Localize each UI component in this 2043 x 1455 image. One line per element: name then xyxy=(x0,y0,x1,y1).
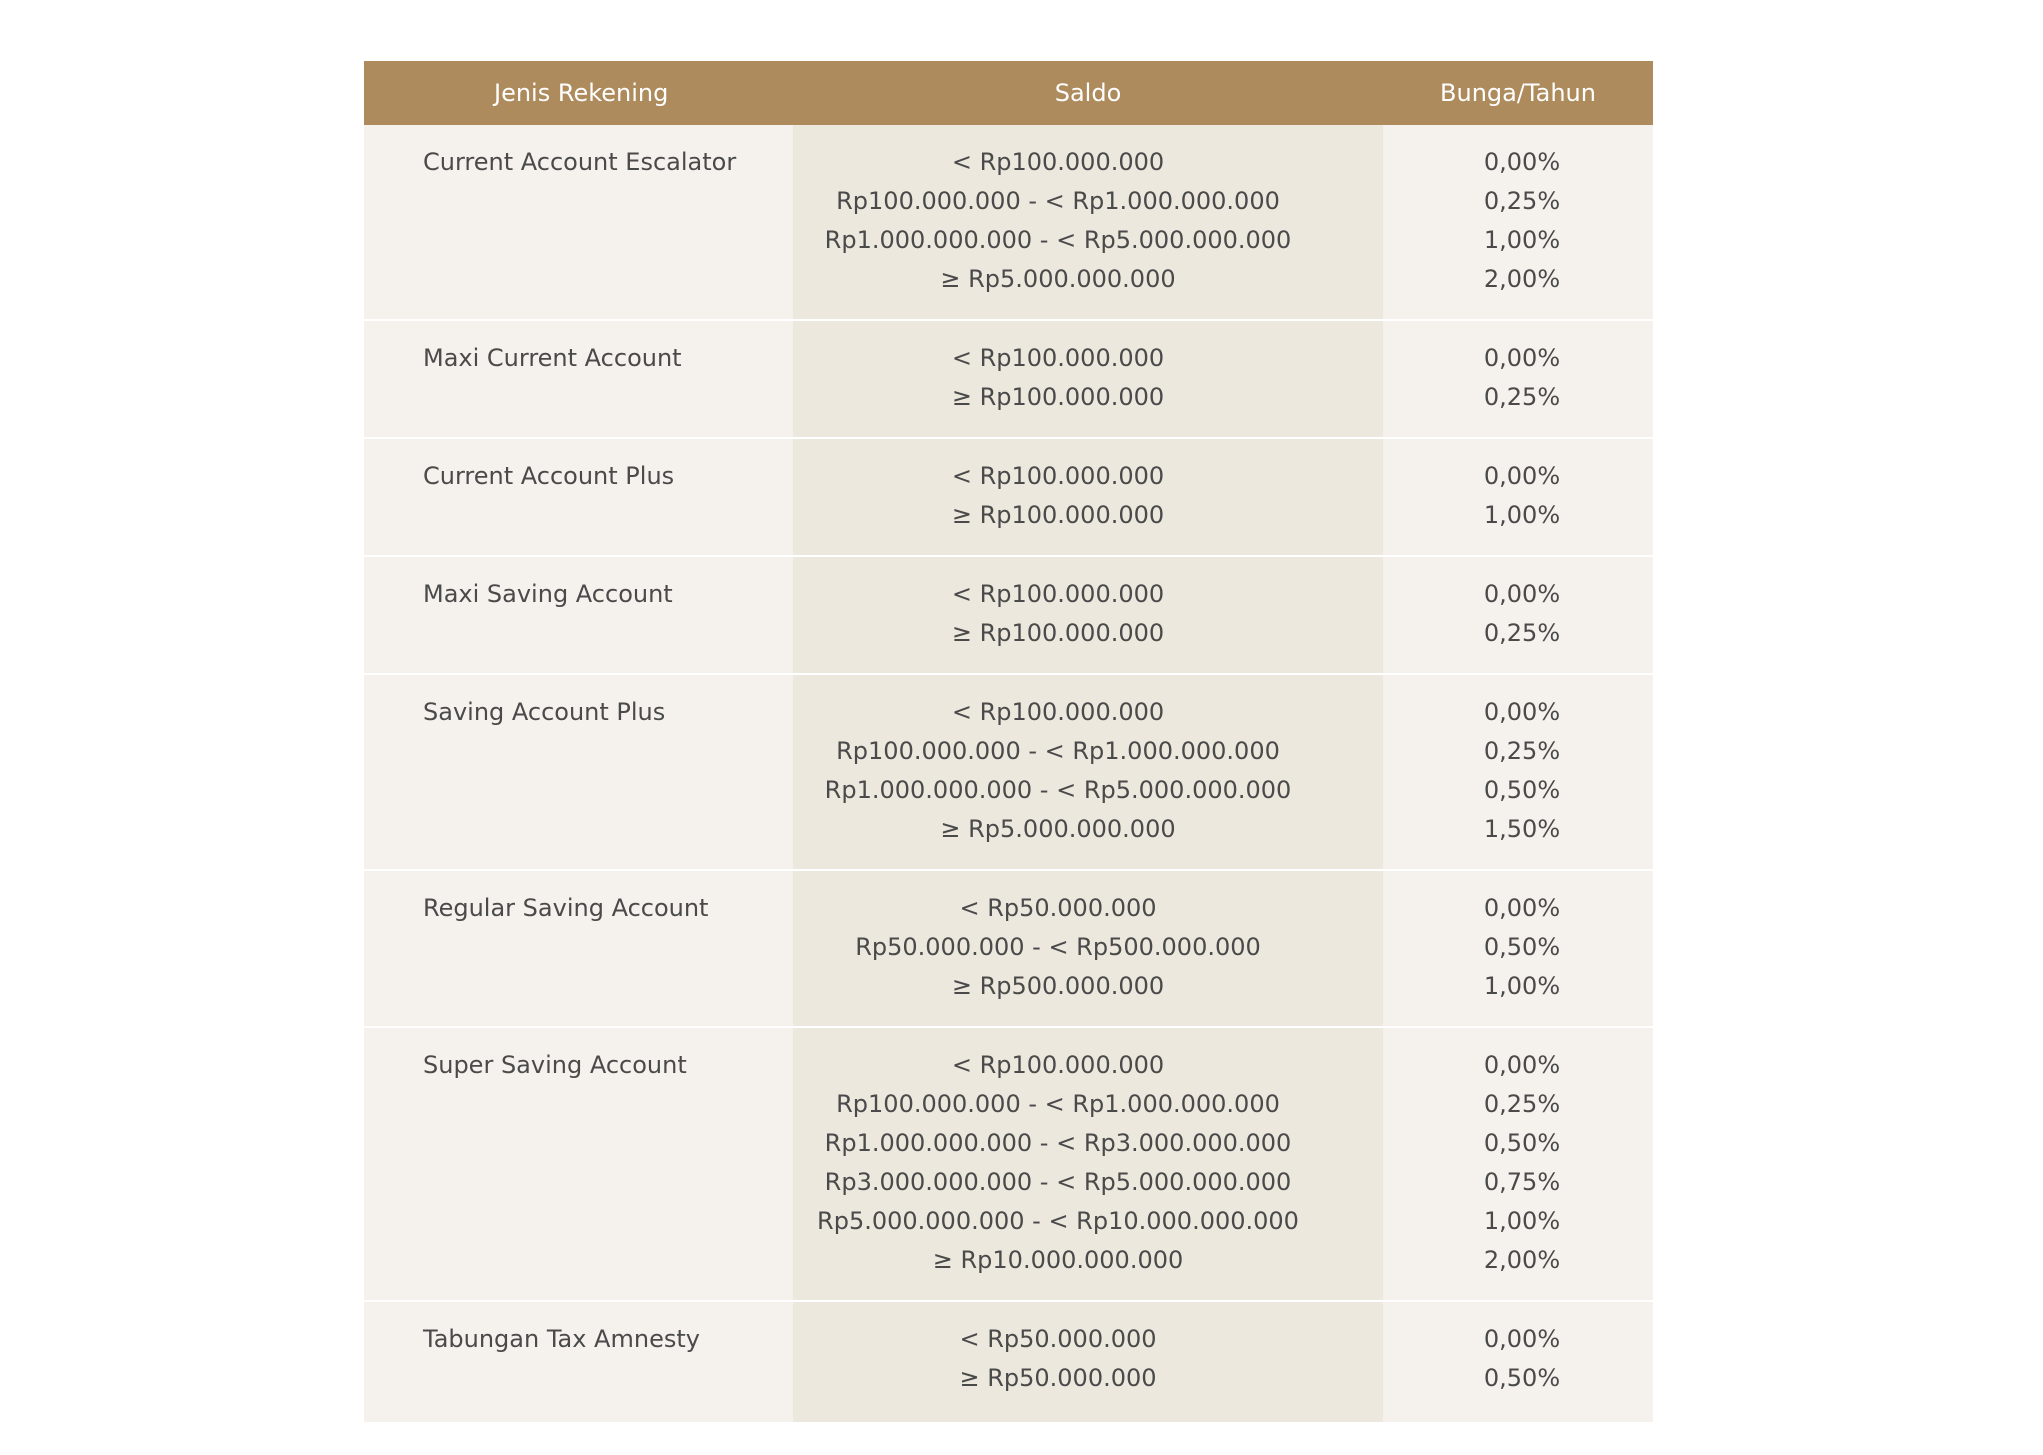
rate-cell xyxy=(1383,1301,1653,1422)
rate-cell xyxy=(1383,674,1653,870)
balance-tier: ≥ Rp10.000.000.000 xyxy=(932,1246,1184,1274)
balance-tier: < Rp100.000.000 xyxy=(951,1051,1165,1079)
rate-value: 0,25% xyxy=(1483,737,1561,765)
balance-tier: < Rp100.000.000 xyxy=(951,698,1165,726)
rate-value: 0,00% xyxy=(1483,894,1561,922)
header-balance: Saldo xyxy=(793,61,1383,125)
table-row xyxy=(364,320,1653,438)
balance-tier: < Rp100.000.000 xyxy=(951,148,1165,176)
table-row xyxy=(364,438,1653,556)
balance-cell xyxy=(793,870,1383,1027)
account-name: Regular Saving Account xyxy=(423,894,709,922)
rate-value: 1,00% xyxy=(1483,972,1561,1000)
balance-tier: < Rp100.000.000 xyxy=(951,580,1165,608)
rate-value: 0,50% xyxy=(1483,933,1561,961)
rate-value: 0,25% xyxy=(1483,1090,1561,1118)
balance-tier: Rp100.000.000 - < Rp1.000.000.000 xyxy=(836,1090,1280,1118)
balance-tier: ≥ Rp5.000.000.000 xyxy=(940,265,1176,293)
rate-cell xyxy=(1383,556,1653,674)
rate-value: 0,00% xyxy=(1483,580,1561,608)
balance-tier: ≥ Rp100.000.000 xyxy=(951,619,1165,647)
table-row xyxy=(364,674,1653,870)
rate-cell xyxy=(1383,870,1653,1027)
balance-tier: ≥ Rp50.000.000 xyxy=(959,1364,1157,1392)
balance-cell xyxy=(793,438,1383,556)
rate-value: 0,00% xyxy=(1483,344,1561,372)
rate-value: 1,00% xyxy=(1483,226,1561,254)
balance-tier: Rp1.000.000.000 - < Rp5.000.000.000 xyxy=(824,776,1292,804)
rate-value: 0,00% xyxy=(1483,1051,1561,1079)
account-name-cell xyxy=(364,870,793,1027)
balance-cell xyxy=(793,674,1383,870)
header-row xyxy=(364,61,1653,125)
rate-value: 0,50% xyxy=(1483,1129,1561,1157)
account-name-cell xyxy=(364,556,793,674)
header-rate: Bunga/Tahun xyxy=(1383,61,1653,125)
rate-cell xyxy=(1383,320,1653,438)
balance-tier: Rp5.000.000.000 - < Rp10.000.000.000 xyxy=(817,1207,1299,1235)
balance-cell xyxy=(793,125,1383,320)
rate-value: 0,00% xyxy=(1483,462,1561,490)
table-row xyxy=(364,125,1653,320)
balance-tier: ≥ Rp5.000.000.000 xyxy=(940,815,1176,843)
table-row xyxy=(364,1027,1653,1301)
table-row xyxy=(364,1301,1653,1422)
interest-rate-table xyxy=(364,61,1653,1422)
balance-tier: < Rp100.000.000 xyxy=(951,462,1165,490)
table-body xyxy=(364,125,1653,1422)
balance-tier: Rp1.000.000.000 - < Rp5.000.000.000 xyxy=(824,226,1292,254)
balance-tier: < Rp50.000.000 xyxy=(959,1325,1157,1353)
account-name-cell xyxy=(364,320,793,438)
rate-value: 1,50% xyxy=(1483,815,1561,843)
table-row xyxy=(364,556,1653,674)
rate-value: 0,00% xyxy=(1483,698,1561,726)
balance-cell xyxy=(793,320,1383,438)
account-name-cell xyxy=(364,674,793,870)
account-name-cell xyxy=(364,1027,793,1301)
account-name-cell xyxy=(364,125,793,320)
balance-tier: Rp50.000.000 - < Rp500.000.000 xyxy=(855,933,1261,961)
balance-tier: Rp100.000.000 - < Rp1.000.000.000 xyxy=(836,187,1280,215)
rate-value: 0,75% xyxy=(1483,1168,1561,1196)
balance-tier: Rp100.000.000 - < Rp1.000.000.000 xyxy=(836,737,1280,765)
account-name-cell xyxy=(364,438,793,556)
balance-tier: < Rp50.000.000 xyxy=(959,894,1157,922)
rate-value: 0,50% xyxy=(1483,776,1561,804)
rate-cell xyxy=(1383,1027,1653,1301)
account-name: Saving Account Plus xyxy=(423,698,666,726)
balance-tier: < Rp100.000.000 xyxy=(951,344,1165,372)
balance-tier: Rp1.000.000.000 - < Rp3.000.000.000 xyxy=(824,1129,1292,1157)
table-header xyxy=(364,61,1653,125)
rate-value: 0,25% xyxy=(1483,383,1561,411)
rate-value: 0,50% xyxy=(1483,1364,1561,1392)
balance-tier: ≥ Rp100.000.000 xyxy=(951,383,1165,411)
rate-value: 1,00% xyxy=(1483,501,1561,529)
account-name: Super Saving Account xyxy=(423,1051,687,1079)
account-name: Maxi Current Account xyxy=(423,344,682,372)
rate-value: 0,25% xyxy=(1483,187,1561,215)
rate-value: 1,00% xyxy=(1483,1207,1561,1235)
account-name: Current Account Escalator xyxy=(423,148,737,176)
balance-cell xyxy=(793,1027,1383,1301)
account-name-cell xyxy=(364,1301,793,1422)
balance-cell xyxy=(793,556,1383,674)
rate-cell xyxy=(1383,438,1653,556)
rate-cell xyxy=(1383,125,1653,320)
rate-value: 0,25% xyxy=(1483,619,1561,647)
balance-tier: Rp3.000.000.000 - < Rp5.000.000.000 xyxy=(824,1168,1292,1196)
balance-tier: ≥ Rp100.000.000 xyxy=(951,501,1165,529)
balance-tier: ≥ Rp500.000.000 xyxy=(951,972,1165,1000)
rate-value: 2,00% xyxy=(1483,265,1561,293)
account-name: Tabungan Tax Amnesty xyxy=(423,1325,700,1353)
rate-value: 0,00% xyxy=(1483,1325,1561,1353)
balance-cell xyxy=(793,1301,1383,1422)
table-row xyxy=(364,870,1653,1027)
rate-value: 2,00% xyxy=(1483,1246,1561,1274)
rate-value: 0,00% xyxy=(1483,148,1561,176)
header-account-type: Jenis Rekening xyxy=(364,61,793,125)
account-name: Current Account Plus xyxy=(423,462,675,490)
account-name: Maxi Saving Account xyxy=(423,580,673,608)
